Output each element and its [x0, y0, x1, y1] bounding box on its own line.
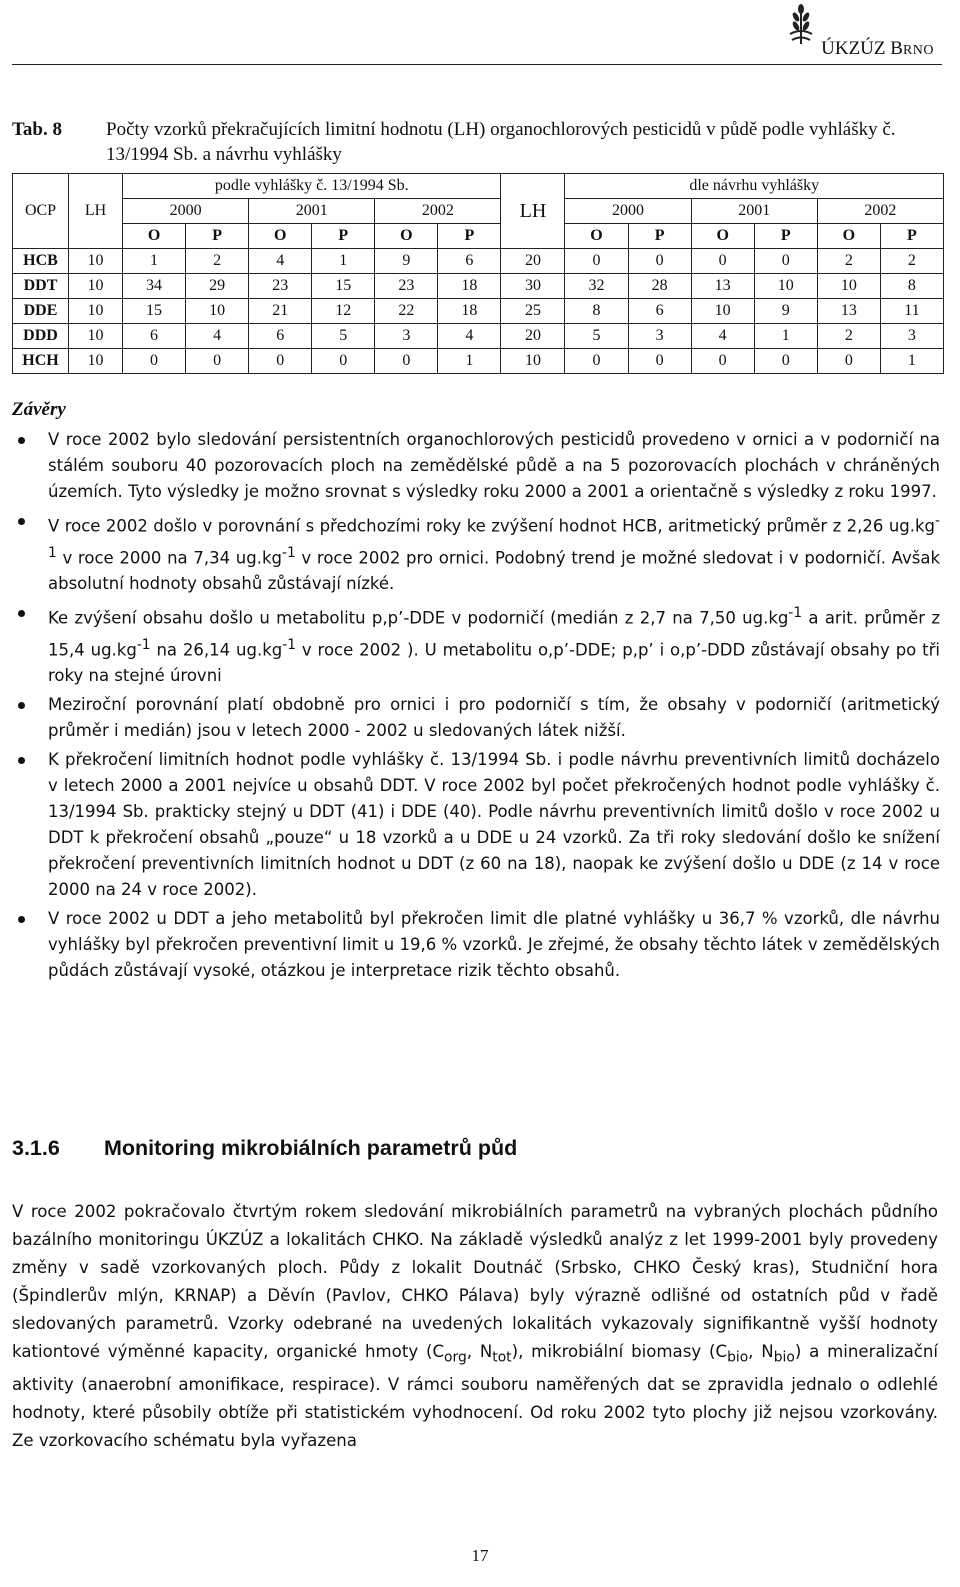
year-header: 2001: [249, 199, 375, 224]
bullet-icon: [18, 437, 25, 444]
table-cell: 5: [565, 324, 628, 349]
table-cell: 23: [375, 274, 438, 299]
year-header: 2000: [123, 199, 249, 224]
year-header: 2001: [691, 199, 817, 224]
list-item: V roce 2002 došlo v porovnání s předchozími roky ke zvýšení hodnot HCB, aritmetický průměr z 2,26 $ug.kg^{-1}$ v roce 2000 na 7,34 $ug.kg^{-1}$ v roce 2002 pro ornici. Podobný trend je možné sledovat i v podorničí. Avšak absolutní hodnoty obsahů zůstávají nízké.: [12, 508, 940, 597]
op-header: P: [186, 224, 249, 249]
table-cell: 2: [817, 249, 880, 274]
table-cell: 4: [691, 324, 754, 349]
bullet-icon: [18, 757, 25, 764]
table-cell: 20: [501, 249, 565, 274]
table-header-row-op: [13, 224, 944, 249]
table-cell: 18: [438, 299, 501, 324]
exceedance-table: [12, 173, 944, 374]
table-cell: 10: [691, 299, 754, 324]
table-cell: 0: [565, 249, 628, 274]
table-caption-text: Počty vzorků překračujících limitní hodnotu (LH) organochlorových pesticidů v půdě podle vyhlášky č. 13/1994 Sb. a návrhu vyhlášky: [106, 119, 896, 165]
op-header: P: [438, 224, 501, 249]
row-label: DDD: [13, 324, 69, 349]
table-cell: 21: [249, 299, 312, 324]
ocp-header: OCP: [13, 174, 69, 249]
bullet-icon: [18, 610, 25, 617]
table-cell: 0: [565, 349, 628, 374]
row-label: HCH: [13, 349, 69, 374]
table-cell: 2: [817, 324, 880, 349]
table-cell: 0: [123, 349, 186, 374]
table-cell: 0: [186, 349, 249, 374]
table-cell: 1: [438, 349, 501, 374]
op-header: O: [249, 224, 312, 249]
year-header: 2002: [375, 199, 501, 224]
table-cell: 20: [501, 324, 565, 349]
op-header: P: [754, 224, 817, 249]
row-label: DDT: [13, 274, 69, 299]
table-cell: 4: [186, 324, 249, 349]
table-cell: 9: [754, 299, 817, 324]
table-cell: 5: [312, 324, 375, 349]
conclusions-section: [12, 399, 940, 987]
table-cell: 28: [628, 274, 691, 299]
op-header: O: [375, 224, 438, 249]
table-cell: 10: [69, 274, 123, 299]
table-row: [13, 324, 944, 349]
logo-text: ÚKZÚZ BRNO: [821, 38, 934, 59]
table-cell: 10: [186, 299, 249, 324]
bullet-icon: [18, 518, 25, 525]
op-header: P: [628, 224, 691, 249]
table-cell: 18: [438, 274, 501, 299]
section-heading: [12, 1136, 517, 1161]
table-cell: 3: [628, 324, 691, 349]
table-cell: 0: [817, 349, 880, 374]
wheat-emblem-icon: [786, 4, 816, 44]
table-cell: 4: [438, 324, 501, 349]
table-cell: 30: [501, 274, 565, 299]
lh-header: LH: [69, 174, 123, 249]
table-cell: 11: [880, 299, 943, 324]
table-cell: 0: [691, 249, 754, 274]
bullet-icon: [18, 916, 25, 923]
table-row: [13, 349, 944, 374]
table-cell: 12: [312, 299, 375, 324]
table-cell: 34: [123, 274, 186, 299]
table-header-row-years: [13, 199, 944, 224]
table-cell: 6: [628, 299, 691, 324]
conclusions-list: [12, 427, 940, 984]
year-header: 2000: [565, 199, 691, 224]
op-header: O: [565, 224, 628, 249]
year-header: 2002: [817, 199, 943, 224]
list-item: V roce 2002 u DDT a jeho metabolitů byl překročen limit dle platné vyhlášky u 36,7 % vzorků, dle návrhu vyhlášky byl překročen preventivní limit u 19,6 % vzorků. Je zřejmé, že obsahy těchto látek v zemědělských půdách zůstávají vysoké, otázkou je interpretace rizik těchto obsahů.: [12, 906, 940, 984]
op-header: O: [817, 224, 880, 249]
table-cell: 8: [565, 299, 628, 324]
table-body: [13, 249, 944, 374]
page-header: [12, 0, 942, 65]
page-number: 17: [471, 1546, 489, 1565]
table-cell: 10: [754, 274, 817, 299]
table-cell: 8: [880, 274, 943, 299]
table-row: [13, 249, 944, 274]
table-cell: 0: [691, 349, 754, 374]
table-cell: 15: [123, 299, 186, 324]
op-header: P: [312, 224, 375, 249]
conclusions-title: Závěry: [12, 399, 66, 420]
table-cell: 10: [69, 349, 123, 374]
group-header-navrh: dle návrhu vyhlášky: [565, 174, 944, 199]
op-header: P: [880, 224, 943, 249]
table-row: [13, 274, 944, 299]
table-cell: 0: [754, 249, 817, 274]
table-cell: 10: [817, 274, 880, 299]
table-cell: 0: [312, 349, 375, 374]
table-cell: 10: [69, 249, 123, 274]
table-cell: 6: [249, 324, 312, 349]
table-cell: 23: [249, 274, 312, 299]
row-label: HCB: [13, 249, 69, 274]
list-item: V roce 2002 bylo sledování persistentních organochlorových pesticidů provedeno v ornici a v podorničí na stálém souboru 40 pozorovacích ploch na zemědělské půdě a na 5 pozorovacích plochách v chráněných územích. Tyto výsledky je možno srovnat s výsledky roku 2000 a 2001 a orientačně s výsledky z roku 1997.: [12, 427, 940, 505]
table-cell: 1: [123, 249, 186, 274]
table-cell: 0: [628, 349, 691, 374]
table-header-row-1: [13, 174, 944, 199]
table-cell: 1: [312, 249, 375, 274]
list-item: Ke zvýšení obsahu došlo u metabolitu p,p’-DDE v podorničí (medián z 2,7 na 7,50 $ug.kg^{-1}$ a arit. průměr z 15,4 $ug.kg^{-1}$ na 26,14 $ug.kg^{-1}$ v roce 2002 ). U metabolitu o,p’-DDE; p,p’ i o,p’-DDD zůstávají obsahy po tři roky na stejné úrovni: [12, 600, 940, 689]
list-item: K překročení limitních hodnot podle vyhlášky č. 13/1994 Sb. i podle návrhu preventivních limitů docházelo v letech 2000 a 2001 nejvíce u obsahů DDT. V roce 2002 byl počet překročených hodnot podle vyhlášky č. 13/1994 Sb. prakticky stejný u DDT (41) i DDE (40). Podle návrhu preventivních limitů došlo v roce 2002 u DDT k překročení obsahů „pouze“ u 18 vzorků a u DDE u 24 vzorků. Za tři roky sledování došlo ke snížení překročení preventivních limitních hodnot u DDT (z 60 na 18), naopak ke zvýšení došlo u DDE (z 14 v roce 2000 na 24 v roce 2002).: [12, 747, 940, 903]
table-cell: 10: [501, 349, 565, 374]
table-row: [13, 299, 944, 324]
table-cell: 2: [186, 249, 249, 274]
section-paragraph: V roce 2002 pokračovalo čtvrtým rokem sledování mikrobiálních parametrů na vybraných plochách půdního bazálního monitoringu ÚKZÚZ a lokalitách CHKO. Na základě výsledků analýz z let 1999-2001 byly provedeny změny v sadě vzorkovaných ploch. Půdy z lokalit Doutnáč (Srbsko, CHKO Český kras), Studniční hora (Špindlerův mlýn, KRNAP) a Děvín (Pavlov, CHKO Pálava) byly výrazně odlišné od ostatních půd v řadě sledovaných parametrů. Vzorky odebrané na uvedených lokalitách vykazovaly signifikantně vyšší hodnoty kationtové výměnné kapacity, organické hmoty ($C_{org}$, $N_{tot}$), mikrobiální biomasy ($C_{bio}$, $N_{bio}$) a mineralizační aktivity (anaerobní amonifikace, respirace). V rámci souboru naměřených dat se zpravidla jednalo o odlehlé hodnoty, které působily obtíže při statistickém vyhodnocení. Od roku 2002 tyto plochy již nejsou vzorkovány. Ze vzorkovacího schématu byla vyřazena: [12, 1202, 938, 1451]
ukzuz-logo: [784, 4, 934, 62]
table-cell: 3: [880, 324, 943, 349]
table-cell: 6: [438, 249, 501, 274]
table-cell: 3: [375, 324, 438, 349]
group-header-vyhlaska: podle vyhlášky č. 13/1994 Sb.: [123, 174, 501, 199]
table-cell: 10: [69, 324, 123, 349]
table-cell: 1: [754, 324, 817, 349]
table-cell: 0: [375, 349, 438, 374]
list-item: Meziroční porovnání platí obdobně pro ornici i pro podorničí s tím, že obsahy v podorničí (aritmetický průměr i medián) jsou v letech 2000 - 2002 u sledovaných látek nižší.: [12, 692, 940, 744]
table-cell: 29: [186, 274, 249, 299]
table-cell: 25: [501, 299, 565, 324]
table-cell: 1: [880, 349, 943, 374]
table-cell: 32: [565, 274, 628, 299]
table-cell: 2: [880, 249, 943, 274]
table-cell: 15: [312, 274, 375, 299]
table-cell: 0: [249, 349, 312, 374]
table-cell: 4: [249, 249, 312, 274]
row-label: DDE: [13, 299, 69, 324]
section-title: Monitoring mikrobiálních parametrů půd: [104, 1136, 518, 1160]
section-number: 3.1.6: [12, 1136, 60, 1160]
table-cell: 22: [375, 299, 438, 324]
table-cell: 9: [375, 249, 438, 274]
table-cell: 13: [691, 274, 754, 299]
op-header: O: [123, 224, 186, 249]
table-cell: 13: [817, 299, 880, 324]
table-cell: 6: [123, 324, 186, 349]
table-cell: 0: [628, 249, 691, 274]
op-header: O: [691, 224, 754, 249]
lh-header-2: LH: [501, 174, 565, 249]
table-cell: 10: [69, 299, 123, 324]
table-cell: 0: [754, 349, 817, 374]
table-number: Tab. 8: [12, 119, 62, 140]
bullet-icon: [18, 702, 25, 709]
